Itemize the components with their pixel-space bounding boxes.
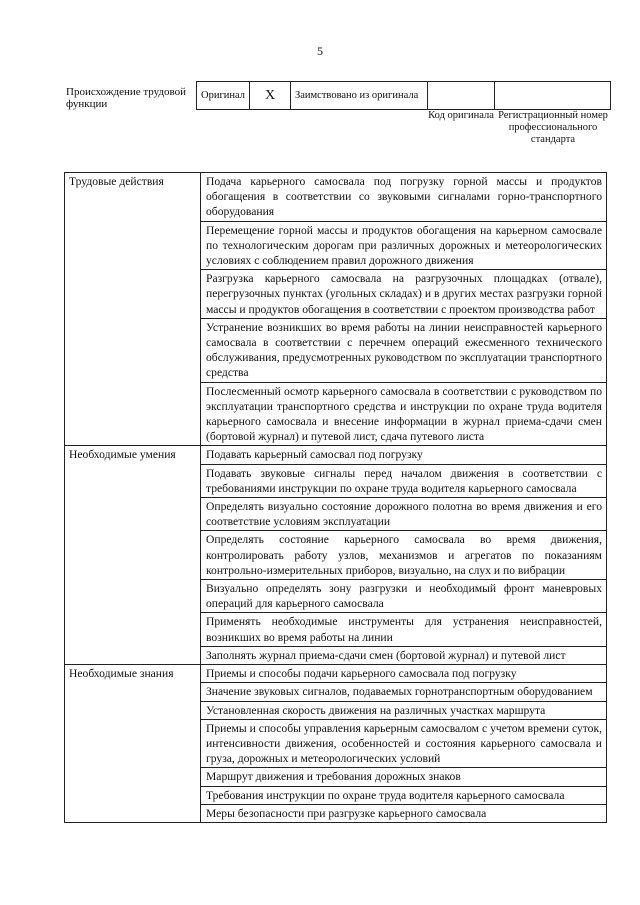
section-item: Перемещение горной массы и продуктов обогащения на карьерном самосвале по технологическим дорогам при различных дорожных и метеорологических условиях с соблюдением правил дорожного движения	[201, 221, 607, 270]
section-item: Установленная скорость движения на различных участках маршрута	[201, 701, 607, 719]
section-item: Маршрут движения и требования дорожных знаков	[201, 768, 607, 786]
page-number: 5	[317, 44, 323, 58]
section-item: Приемы и способы подачи карьерного самосвала под погрузку	[201, 665, 607, 683]
table-row	[65, 446, 607, 464]
section-item: Подача карьерного самосвала под погрузку горной массы и продуктов обогащения в соответствии со звуковыми сигналами горно-транспортного оборудования	[201, 173, 607, 222]
origin-table	[196, 81, 611, 110]
section-item: Определять визуально состояние дорожного полотна во время движения и его соответствие условиям эксплуатации	[201, 498, 607, 531]
section-item: Подавать звуковые сигналы перед началом движения в соответствии с требованиями инструкции по охране труда водителя карьерного самосвала	[201, 464, 607, 497]
section-item: Значение звуковых сигналов, подаваемых горнотранспортным оборудованием	[201, 683, 607, 701]
section-label: Необходимые умения	[65, 446, 201, 665]
section-item: Применять необходимые инструменты для устранения неисправностей, возникших во время работы на линии	[201, 613, 607, 646]
labor-function-table	[64, 172, 607, 823]
original-label: Оригинал	[197, 82, 250, 110]
table-row	[65, 665, 607, 683]
table-row	[65, 173, 607, 222]
registration-number-cell	[495, 82, 611, 110]
section-item: Заполнять журнал приема-сдачи смен (бортовой журнал) и путевой лист	[201, 646, 607, 664]
original-mark: X	[250, 82, 291, 110]
section-item: Приемы и способы управления карьерным самосвалом с учетом времени суток, интенсивности движения, особенностей и состояния карьерного самосвала и груза, дорожных и метеорологических условий	[201, 719, 607, 768]
section-item: Меры безопасности при разгрузке карьерного самосвала	[201, 804, 607, 822]
section-item: Требования инструкции по охране труда водителя карьерного самосвала	[201, 786, 607, 804]
registration-caption: Регистрационный номер профессионального стандарта	[498, 110, 608, 145]
borrowed-label: Заимствовано из оригинала	[291, 82, 428, 110]
section-item: Визуально определять зону разгрузки и необходимый фронт маневровых операций для карьерного самосвала	[201, 580, 607, 613]
section-item: Определять состояние карьерного самосвала во время движения, контролировать работу узлов, механизмов и агрегатов по показаниям контрольно-измерительных приборов, визуально, на слух и по вибрации	[201, 531, 607, 580]
section-item: Разгрузка карьерного самосвала на разгрузочных площадках (отвале), перегрузочных пунктах (угольных складах) и в других местах разгрузки горной массы и продуктов обогащения в соответствии с проектом производства работ	[201, 270, 607, 319]
section-item: Послесменный осмотр карьерного самосвала в соответствии с руководством по эксплуатации транспортного средства и инструкции по охране труда водителя карьерного самосвала и внесение информации в журнал приема-сдачи смен (бортовой журнал) и путевой лист, сдача путевого листа	[201, 382, 607, 446]
section-label: Трудовые действия	[65, 173, 201, 446]
section-item: Подавать карьерный самосвал под погрузку	[201, 446, 607, 464]
section-label: Необходимые знания	[65, 665, 201, 823]
code-caption: Код оригинала	[428, 110, 494, 121]
origin-label: Происхождение трудовой функции	[66, 86, 187, 110]
original-code-cell	[428, 82, 495, 110]
section-item: Устранение возникших во время работы на линии неисправностей карьерного самосвала в соответствии с перечнем операций ежесменного технического обслуживания, предусмотренных руководством по эксплуатации транспортного средства	[201, 318, 607, 382]
